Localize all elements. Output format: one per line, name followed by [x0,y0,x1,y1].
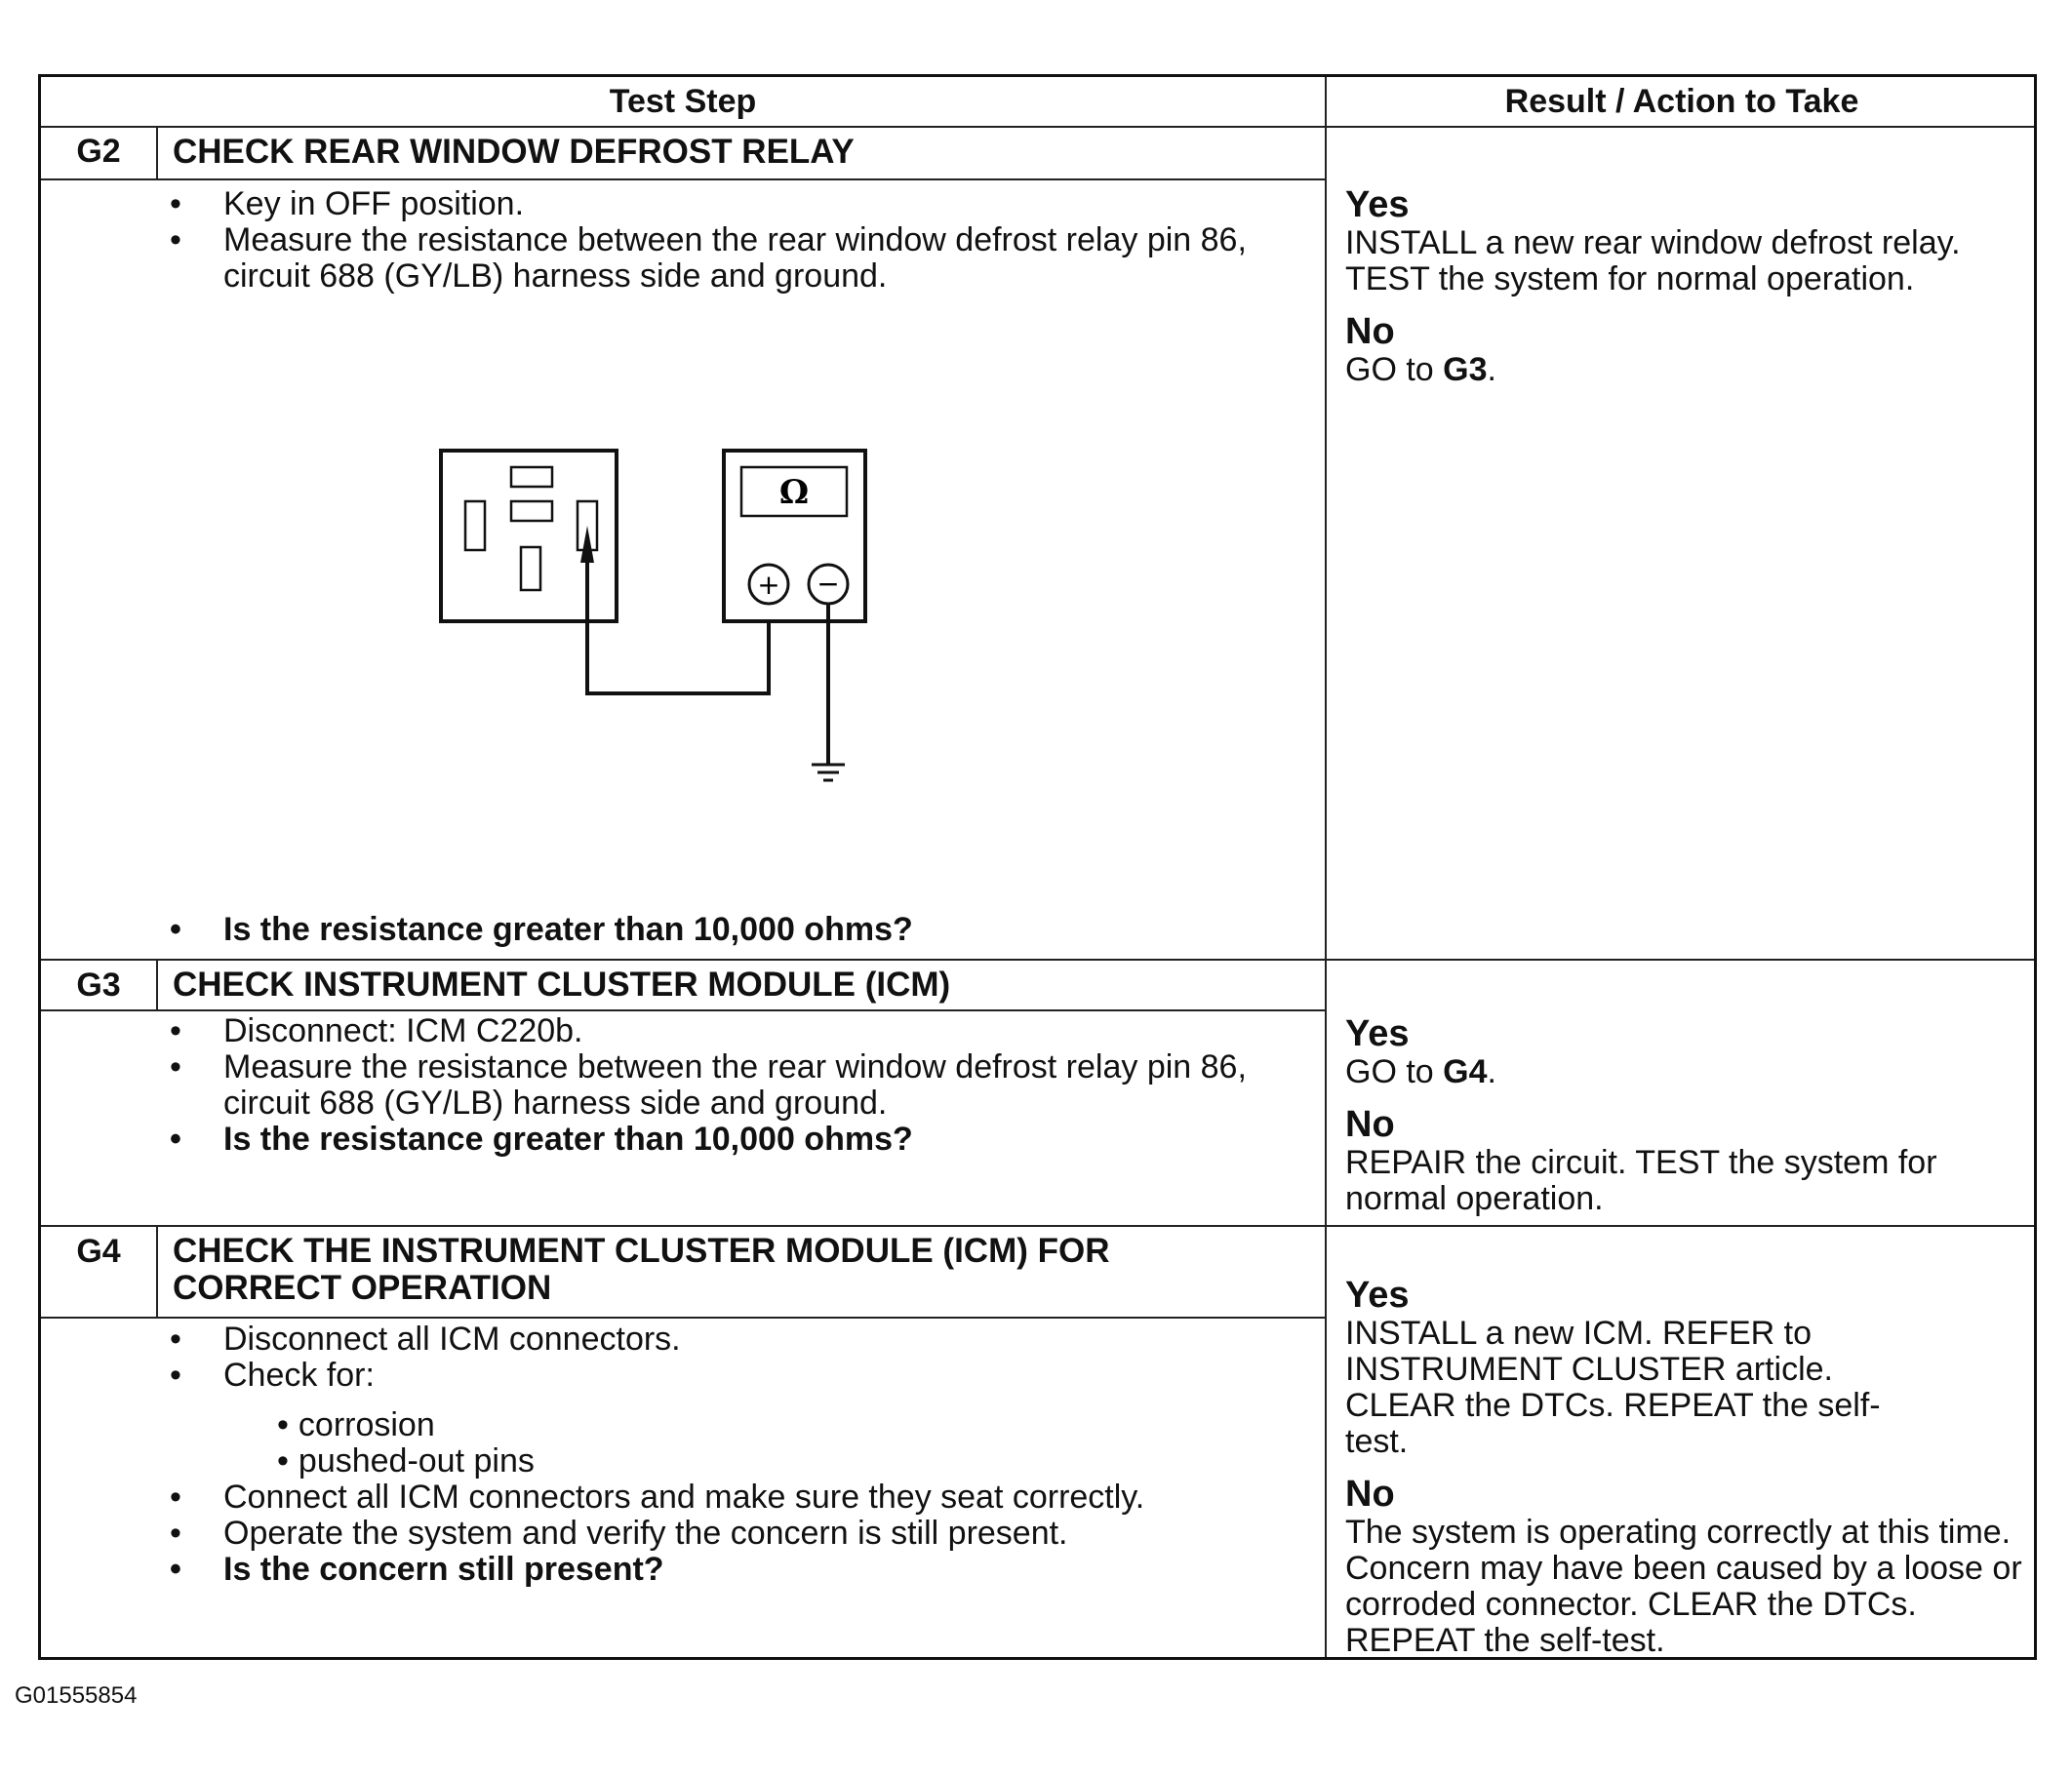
no-text: The system is operating correctly at this time. Concern may have been caused by a loose or corroded connector. CLEAR the DTCs. REPEAT the self-test. [1345,1514,2022,1659]
title-divider [41,178,1325,180]
result-g3 [1345,1013,2028,1217]
header-result: Result / Action to Take [1504,83,1859,120]
step-title-g4: CHECK THE INSTRUMENT CLUSTER MODULE (ICM) FOR CORRECT OPERATION [173,1232,1110,1307]
yes-suffix: . [1487,1053,1496,1090]
yes-label: Yes [1345,1013,1410,1054]
title-divider [41,1317,1325,1319]
step-id-g3: G3 [76,967,121,1004]
question-text: • Is the concern still present? [170,1552,1311,1588]
relay-ohmmeter-diagram [431,448,938,838]
question-text: • Is the resistance greater than 10,000 ohms? [170,1122,1292,1158]
yes-text-2: CLEAR the DTCs. REPEAT the self-test. [1345,1387,1881,1460]
step-item: • Measure the resistance between the rear window defrost relay pin 86, circuit 688 (GY/LB) harness side and ground. [170,222,1292,295]
no-text [1345,352,2028,388]
step-id-g2: G2 [76,133,121,170]
yes-label: Yes [1345,184,1410,225]
ohm-symbol: Ω [778,473,810,512]
id-separator [156,128,158,178]
sub-item: • corrosion [277,1406,435,1443]
step-item: • Operate the system and verify the concern is still present. [170,1516,1311,1552]
step-list-g3 [170,1013,1292,1158]
result-g2 [1345,184,2028,388]
step-item: • Disconnect: ICM C220b. [170,1013,1292,1049]
result-g4 [1345,1275,2034,1659]
question-g2 [170,912,1292,948]
no-ref: G3 [1443,351,1488,388]
header-test-step: Test Step [609,83,757,120]
no-text: REPAIR the circuit. TEST the system for normal operation. [1345,1144,1937,1217]
yes-text [1345,1054,2028,1090]
minus-sign: − [817,568,840,600]
id-separator [156,961,158,1009]
step-item [170,1358,1311,1480]
step-id-g4: G4 [76,1233,121,1270]
yes-label: Yes [1345,1275,1410,1316]
yes-text: INSTALL a new rear window defrost relay. TEST the system for normal operation. [1345,224,1961,297]
row-divider [41,959,2034,961]
ground-icon [812,765,845,780]
title-divider [41,1009,1325,1011]
relay-connector-icon [441,451,617,621]
no-label: No [1345,1474,1395,1515]
step-list-g2 [170,186,1292,295]
no-label: No [1345,1104,1395,1145]
sub-list [223,1407,1311,1480]
step-item: • Measure the resistance between the rear window defrost relay pin 86, circuit 688 (GY/LB) harness side and ground. [170,1049,1292,1122]
no-prefix: GO to [1345,351,1444,388]
figure-id: G01555854 [15,1682,138,1709]
no-label: No [1345,311,1395,352]
step-item: • Connect all ICM connectors and make sure they seat correctly. [170,1480,1311,1516]
step-title-g3: CHECK INSTRUMENT CLUSTER MODULE (ICM) [173,966,951,1004]
question-text: • Is the resistance greater than 10,000 ohms? [170,912,1292,948]
step-item: • Disconnect all ICM connectors. [170,1322,1311,1358]
sub-item: • pushed-out pins [277,1442,535,1480]
diagnostic-table [38,74,2037,1660]
yes-ref: G4 [1443,1053,1488,1090]
yes-text-1: INSTALL a new ICM. REFER to INSTRUMENT CLUSTER article. [1345,1315,1833,1388]
row-divider [41,1225,2034,1227]
sub-item-text: pushed-out pins [298,1442,535,1480]
no-suffix: . [1487,351,1496,388]
header-divider [41,126,2034,128]
check-for-label: Check for: [223,1357,375,1394]
yes-prefix: GO to [1345,1053,1444,1090]
sub-item-text: corrosion [298,1406,435,1443]
step-item: • Key in OFF position. [170,186,1292,222]
step-list-g4 [170,1322,1311,1588]
step-title-g2: CHECK REAR WINDOW DEFROST RELAY [173,133,855,171]
plus-sign: + [757,569,780,601]
id-separator [156,1227,158,1317]
column-divider [1325,77,1327,1657]
